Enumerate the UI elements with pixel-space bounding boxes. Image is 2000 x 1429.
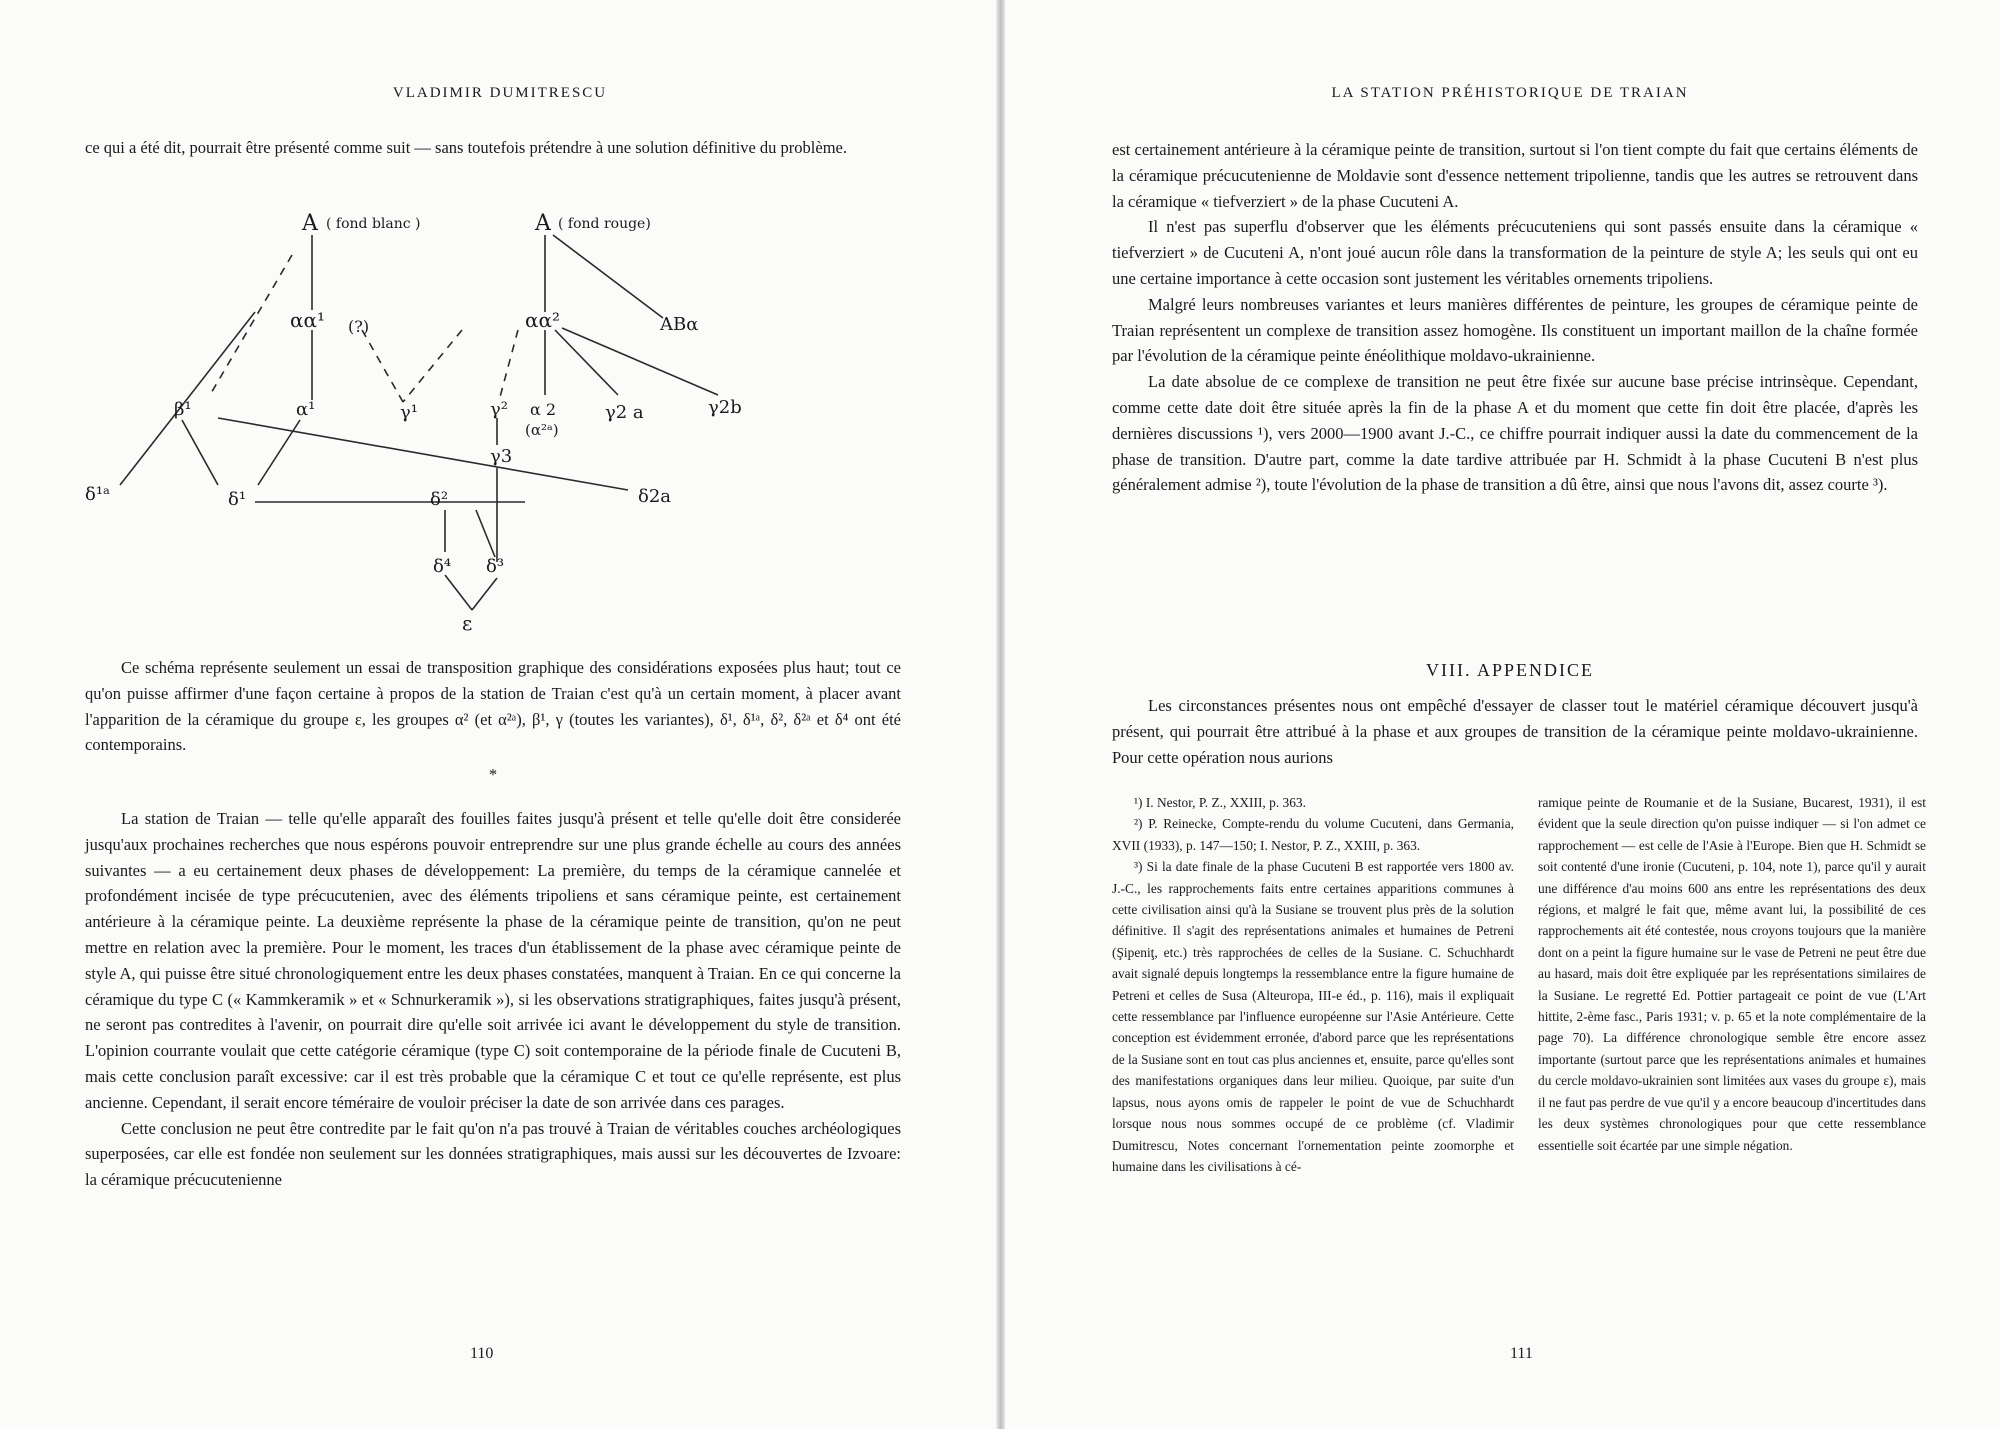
- footnotes-column-2: [1538, 792, 1926, 1156]
- line-Ablanc-b1-dashed: [210, 255, 292, 395]
- page-number-left: 110: [470, 1345, 494, 1362]
- paragraph-conclusion: Cette conclusion ne peut être contredite par le fait qu'on n'a pas trouvé à Traian de véritables couches archéologiques superposées, car elle est fondée non seulement sur les données stratigraphiques, mais aussi sur les découvertes de Izvoare: la céramique précucutenienne: [85, 1118, 901, 1190]
- line-a1-d1: [258, 420, 300, 485]
- label-a2: α 2: [530, 400, 557, 419]
- label-ABa: ABα: [660, 314, 699, 335]
- label-epsilon: ε: [462, 611, 473, 635]
- label-g2a: γ2 a: [605, 402, 644, 423]
- paragraph-circonstances: Les circonstances présentes nous ont empêché d'essayer de classer tout le matériel céramique découvert jusqu'à présent, qui pourrait être attribué à la phase et aux groupes de transition de la céramique peinte moldavo-ukrainienne. Pour cette opération nous aurions: [1112, 696, 1918, 767]
- paragraph-anterieure: est certainement antérieure à la céramique peinte de transition, surtout si l'on tient compte du fait que certains éléments de la céramique précucutenienne de Moldavie sont d'essence nettement tripolienne, tandis que les autres se retrouvent dans la céramique « tiefverziert » de la phase Cucuteni A.: [1112, 140, 1918, 211]
- appendix-heading: VIII. APPENDICE: [1426, 660, 1594, 680]
- label-g2b: γ2b: [708, 397, 742, 418]
- label-A-rouge: A: [535, 211, 551, 236]
- left-body-text: [85, 655, 901, 1193]
- line-q-g1b: [403, 330, 462, 402]
- line-q-g1: [362, 330, 403, 402]
- running-head-right: LA STATION PRÉHISTORIQUE DE TRAIAN: [1331, 85, 1689, 101]
- page-number-right: 111: [1510, 1345, 1533, 1362]
- line-d4-e: [445, 575, 472, 610]
- line-d2-d3: [476, 510, 495, 557]
- label-aa1: αα¹: [290, 308, 326, 332]
- paragraph-schema: Ce schéma représente seulement un essai de transposition graphique des considérations exposées plus haut; tout ce qu'on puisse affirmer d'une façon certaine à propos de la station de Traian c'est qu'à un certain moment, à placer avant l'apparition de la céramique du groupe ε, les groupes α² (et α²ᵃ), β¹, γ (toutes les variantes), δ¹, δ¹ᵃ, δ², δ²ᵃ et δ⁴ ont été contemporains.: [85, 658, 901, 755]
- label-g3: γ3: [490, 446, 513, 467]
- line-Arouge-aba: [553, 235, 663, 318]
- running-head-left: VLADIMIR DUMITRESCU: [392, 85, 608, 101]
- line-b1-d1: [182, 420, 218, 485]
- label-g1: γ¹: [400, 402, 418, 423]
- genealogy-diagram: [85, 200, 742, 640]
- label-A-blanc: A: [302, 211, 318, 236]
- label-a1: α¹: [296, 399, 316, 420]
- section-star: *: [488, 765, 498, 785]
- label-g2: γ²: [490, 399, 508, 420]
- label-question: (?): [348, 317, 370, 336]
- line-aa2-g2a: [555, 330, 618, 395]
- label-d1a: δ¹ᵃ: [85, 484, 110, 505]
- label-aa2: αα²: [525, 308, 561, 332]
- footnotes-column-1: [1112, 792, 1514, 1177]
- line-b1-d2a: [218, 418, 628, 490]
- label-d4: δ⁴: [433, 556, 452, 577]
- label-d3: δ³: [486, 556, 505, 577]
- line-aa2-g2-dashed: [500, 330, 518, 397]
- paragraph-date: La date absolue de ce complexe de transition ne peut être fixée sur aucune base précise intrinsèque. Cependant, comme cette date doit être située après la fin de la phase A et du moment que cette fin doit être placée, d'après les dernières discussions ¹), vers 2000—1900 avant J.-C., ce chiffre pourrait indiquer aussi la date du commencement de la phase de transition. D'autre part, comme la date tardive attribuée par H. Schmidt à la phase Cucuteni B n'est plus généralement admise ²), toute l'évolution de la phase de transition a dû être, ainsi que nous l'avons dit, assez courte ³).: [1112, 372, 1918, 495]
- paragraph-station: La station de Traian — telle qu'elle apparaît des fouilles faites jusqu'à présent et telle qu'elle doit être considerée jusqu'aux prochaines recherches que nous espérons pouvoir entreprendre sur une plus grande échelle au cours des années suivantes — a eu certainement deux phases de développement: La première, du temps de la céramique cannelée et profondément incisée de type précucutenien, avec des éléments tripoliens et sans céramique peinte, est certainement antérieure à la céramique peinte. La deuxième représente la phase de la céramique peinte de transition, qu'on ne peut mettre en relation avec la première. Pour le moment, les traces d'un établissement de la phase avec céramique peinte de style A, qui puisse être situé chronologiquement entre les deux phases constatées, manquent à Traian. En ce qui concerne la céramique du type C (« Kammkeramik » et « Schnurkeramik »), si les observations stratigraphiques, faites jusqu'à présent, ne seront pas contredites à l'avenir, on pourrait dire qu'elle soit arrivée ici avant le développement du style de transition. L'opinion courrante voulait que cette catégorie céramique (type C) soit contemporaine de la période finale de Cucuteni B, mais cette conclusion paraît excessive: car il est très probable que la céramique C et tout ce qu'elle représente, est plus ancienne. Cependant, il serait encore téméraire de vouloir préciser la date de son arrivée dans ces parages.: [85, 808, 901, 1112]
- right-body-text: [1112, 137, 1918, 498]
- paragraph-variantes: Malgré leurs nombreuses variantes et leurs manières différentes de peinture, les groupes de céramique peinte de Traian représentent un complexe de transition assez homogène. Ils constituent un important maillon de la chaîne formée par l'évolution de la céramique peinte énéolithique moldavo-ukrainienne.: [1112, 294, 1918, 366]
- label-fond-blanc: ( fond blanc ): [326, 216, 421, 232]
- line-d3-e: [472, 578, 497, 610]
- paragraph-superflu: Il n'est pas superflu d'observer que les éléments précucuteniens qui sont passés ensuite dans la céramique « tiefverziert » de Cucuteni A, n'ont joué aucun rôle dans la transformation de la peinture de style A; les seuls qui ont eu une certaine importance à cette occasion sont justement les véritables ornements tripoliens.: [1112, 217, 1918, 288]
- label-d2a: δ2a: [638, 486, 672, 507]
- appendix-body: [1112, 693, 1918, 770]
- label-fond-rouge: ( fond rouge): [558, 216, 651, 232]
- intro-paragraph: [85, 135, 901, 161]
- book-gutter: [996, 0, 1005, 1429]
- label-b1: β¹: [174, 399, 192, 420]
- footnote-3-continued: ramique peinte de Roumanie et de la Susiane, Bucarest, 1931), il est évident que la seule direction qu'on puisse indiquer — si l'on admet ce rapprochement — est celle de l'Asie à l'Europe. Bien que H. Schmidt se soit contenté d'une ironie (Cucuteni, p. 104, note 1), parce qu'il y aurait une différence d'au moins 600 ans entre les représentations des deux régions, et malgré le fait que, même avant lui, la possibilité de ces rapprochements ait été contestée, nous croyons toujours que la manière dont on a peint la figure humaine sur le vase de Petreni ne peut être due au hasard, mais doit être expliquée par les représentations similaires de la Susiane. Le regretté Ed. Pottier partageait ce point de vue (L'Art hittite, 2-ème fasc., Paris 1931; v. p. 65 et la note complémentaire de la page 70). La différence chronologique semble être encore assez importante (surtout parce que les représentations animales et humaines du cercle moldavo-ukrainien sont limitées aux vases du groupe ε), mais il ne faut pas perdre de vue qu'il y a encore beaucoup d'incertitudes dans les deux systèmes chronologiques pour que cette ressemblance essentielle soit écartée par une simple négation.: [1538, 795, 1926, 1153]
- footnote-1: ¹) I. Nestor, P. Z., XXIII, p. 363.: [1134, 795, 1306, 810]
- footnote-3: ³) Si la date finale de la phase Cucuteni B est rapportée vers 1800 av. J.-C., les rapprochements faits entre certaines apparitions communes à cette civilisation ainsi qu'à la Susiane se trouvent plus près de la solution définitive. Il s'agit des représentations animales et humaines de Petreni (Şipeniţ, etc.) très rapprochées de celles de la Susiane. C. Schuchhardt avait signalé depuis longtemps la ressemblance entre la figure humaine de Petreni et celles de Susa (Alteuropa, III-e éd., p. 116), mais il expliquait cette ressemblance par l'influence européenne sur l'Asie Antérieure. Cette conception est évidemment erronée, d'abord parce que les représentations de la Susiane sont en tout cas plus anciennes et, ensuite, parce qu'elles sont des manifestations organiques dans leur milieu. Quoique, par suite d'un lapsus, nous ayons omis de rappeler le point de vue de Schuchhardt lorsque nous nous sommes occupé de ce problème (cf. Vladimir Dumitrescu, Notes concernant l'ornementation peinte zoomorphe et humaine dans les civilisations à cé-: [1112, 859, 1514, 1174]
- footnote-2: ²) P. Reinecke, Compte-rendu du volume Cucuteni, dans Germania, XVII (1933), p. 147—150; I. Nestor, P. Z., XXIII, p. 363.: [1112, 816, 1514, 853]
- label-a2a: (α²ᵃ): [525, 421, 559, 439]
- intro-text: ce qui a été dit, pourrait être présenté comme suit — sans toutefois prétendre à une solution définitive du problème.: [85, 138, 847, 157]
- label-d2: δ²: [430, 489, 449, 510]
- label-d1: δ¹: [228, 489, 247, 510]
